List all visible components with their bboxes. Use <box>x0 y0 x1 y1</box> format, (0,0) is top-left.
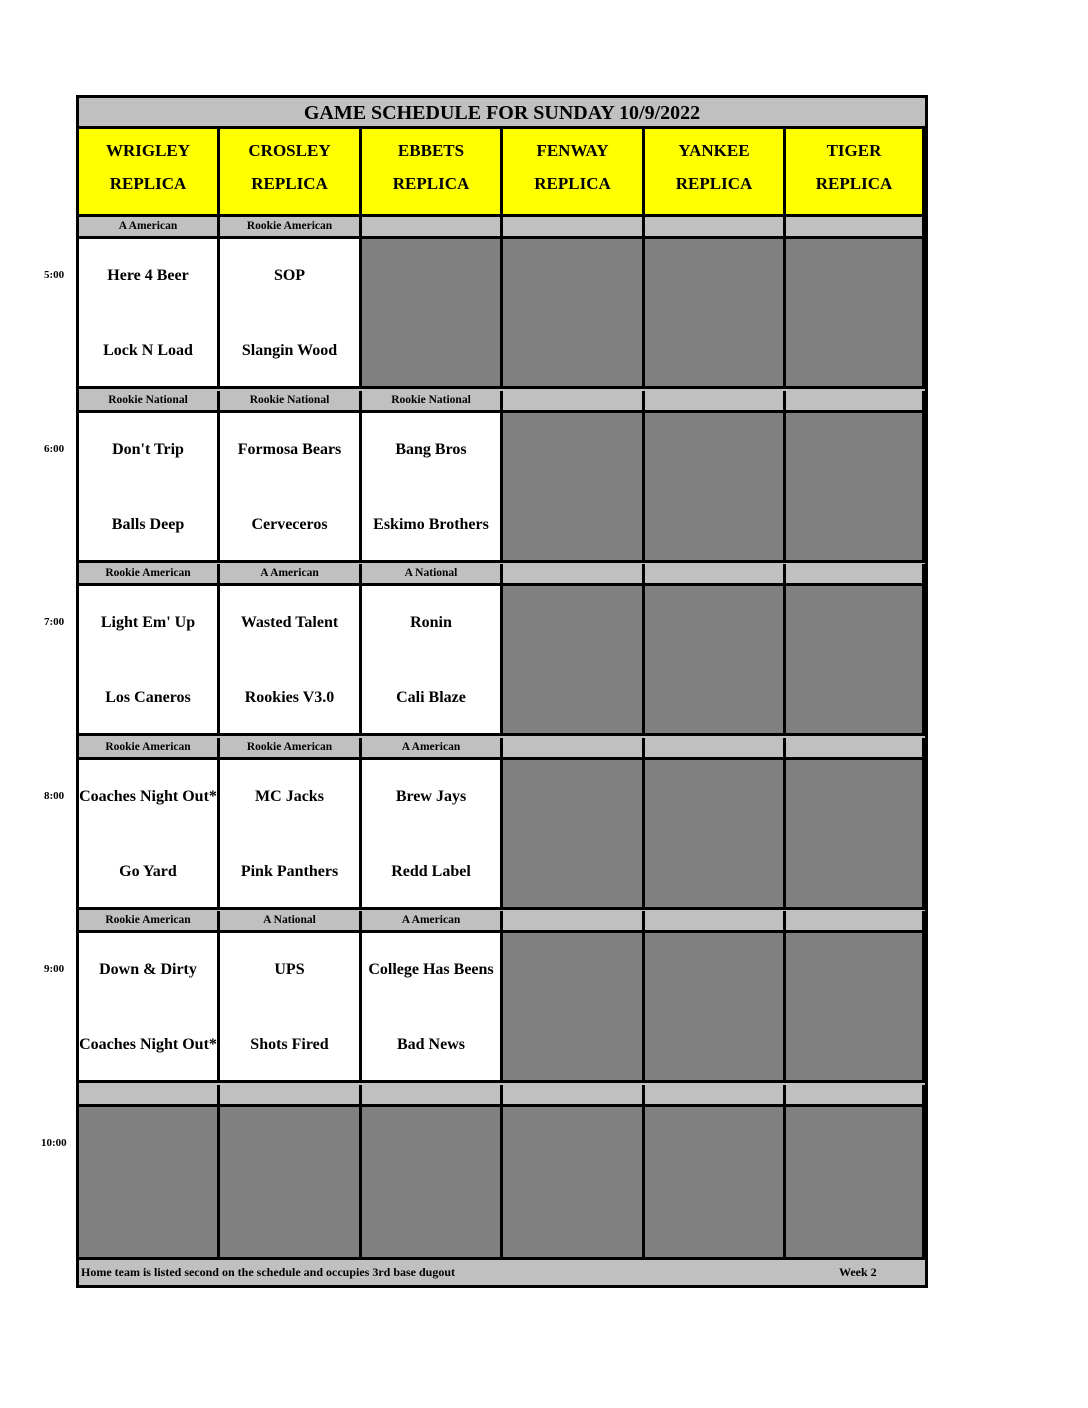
league-label <box>362 1085 503 1107</box>
venue-header <box>645 129 786 217</box>
league-label <box>503 391 645 413</box>
home-team: Cerveceros <box>251 516 328 533</box>
game-cell <box>220 413 362 563</box>
time-label: 9:00 <box>44 963 65 975</box>
game-cell <box>362 586 503 736</box>
empty-cell <box>786 586 925 736</box>
game-cell <box>79 586 220 736</box>
away-team: College Has Beens <box>368 961 494 978</box>
venue-subtitle: REPLICA <box>675 174 753 193</box>
game-cell <box>79 239 220 389</box>
league-label <box>645 1085 786 1107</box>
empty-cell <box>503 1107 645 1260</box>
league-label: Rookie American <box>79 738 220 760</box>
away-team: UPS <box>274 961 305 978</box>
empty-cell <box>786 760 925 910</box>
league-label: Rookie American <box>220 217 362 239</box>
time-label: 5:00 <box>44 269 65 281</box>
home-team: Cali Blaze <box>396 689 466 706</box>
home-team: Los Caneros <box>105 689 191 706</box>
page-title: GAME SCHEDULE FOR SUNDAY 10/9/2022 <box>79 98 925 129</box>
venue-name: WRIGLEY <box>105 141 191 160</box>
venue-subtitle: REPLICA <box>534 174 611 193</box>
empty-cell <box>503 586 645 736</box>
league-label <box>645 217 786 239</box>
home-team: Shots Fired <box>250 1036 329 1053</box>
home-team: Lock N Load <box>103 342 193 359</box>
league-label <box>645 391 786 413</box>
away-team: Brew Jays <box>395 788 467 805</box>
league-label <box>786 391 925 413</box>
venue-header <box>786 129 925 217</box>
venue-subtitle: REPLICA <box>251 174 328 193</box>
game-cell <box>362 760 503 910</box>
league-label <box>786 738 925 760</box>
league-label: A National <box>362 564 503 586</box>
away-team: Here 4 Beer <box>107 267 189 284</box>
empty-cell <box>786 239 925 389</box>
home-team: Rookies V3.0 <box>244 689 335 706</box>
league-label: Rookie National <box>362 391 503 413</box>
away-team: Ronin <box>410 614 452 631</box>
game-cell <box>220 760 362 910</box>
home-team: Redd Label <box>391 863 471 880</box>
league-label <box>786 1085 925 1107</box>
league-label <box>220 1085 362 1107</box>
away-team: Formosa Bears <box>237 441 342 458</box>
away-team: SOP <box>273 267 306 284</box>
empty-cell <box>503 933 645 1083</box>
league-label: Rookie National <box>220 391 362 413</box>
league-label <box>786 217 925 239</box>
time-label: 8:00 <box>44 790 65 802</box>
league-label <box>503 738 645 760</box>
game-cell <box>79 933 220 1083</box>
league-label: A American <box>362 738 503 760</box>
league-label: Rookie American <box>79 911 220 933</box>
empty-cell <box>786 1107 925 1260</box>
league-label: Rookie National <box>79 391 220 413</box>
empty-cell <box>786 413 925 563</box>
league-label: Rookie American <box>79 564 220 586</box>
league-label <box>645 911 786 933</box>
venue-name: CROSLEY <box>248 141 331 160</box>
empty-cell <box>503 760 645 910</box>
league-label: Rookie American <box>220 738 362 760</box>
venue-header <box>79 129 220 217</box>
venue-subtitle: REPLICA <box>392 174 470 193</box>
away-team: Bang Bros <box>395 441 467 458</box>
empty-cell <box>362 1107 503 1260</box>
venue-header <box>503 129 645 217</box>
empty-cell <box>645 586 786 736</box>
league-label <box>645 564 786 586</box>
game-cell <box>220 933 362 1083</box>
footer-note: Home team is listed second on the schedule and occupies 3rd base dugout <box>81 1265 456 1279</box>
venue-name: TIGER <box>826 141 882 160</box>
time-label: 7:00 <box>44 616 65 628</box>
empty-cell <box>786 933 925 1083</box>
away-team: Down & Dirty <box>99 961 197 978</box>
time-label: 10:00 <box>41 1137 67 1149</box>
league-label <box>503 911 645 933</box>
league-label: A American <box>220 564 362 586</box>
league-label <box>786 564 925 586</box>
league-label: A National <box>220 911 362 933</box>
away-team: Wasted Talent <box>240 614 339 631</box>
venue-name: FENWAY <box>536 141 609 160</box>
league-label <box>503 564 645 586</box>
empty-cell <box>503 413 645 563</box>
home-team: Pink Panthers <box>240 863 339 880</box>
empty-cell <box>645 413 786 563</box>
league-label: A American <box>79 217 220 239</box>
week-label: Week 2 <box>839 1265 877 1279</box>
league-label <box>645 738 786 760</box>
empty-cell <box>645 933 786 1083</box>
home-team: Go Yard <box>119 863 177 880</box>
league-label <box>79 1085 220 1107</box>
game-cell <box>362 413 503 563</box>
home-team: Coaches Night Out* <box>79 1036 217 1053</box>
home-team: Bad News <box>396 1036 465 1053</box>
away-team: Coaches Night Out* <box>79 788 217 805</box>
venue-name: EBBETS <box>397 141 465 160</box>
venue-header <box>362 129 503 217</box>
empty-cell <box>645 760 786 910</box>
league-label <box>503 217 645 239</box>
empty-cell <box>362 239 503 389</box>
game-cell <box>79 760 220 910</box>
game-cell <box>220 586 362 736</box>
empty-cell <box>220 1107 362 1260</box>
venue-subtitle: REPLICA <box>109 174 187 193</box>
schedule-table <box>76 95 928 1288</box>
game-cell <box>362 933 503 1083</box>
empty-cell <box>503 239 645 389</box>
home-team: Balls Deep <box>111 516 185 533</box>
league-label <box>503 1085 645 1107</box>
away-team: Don't Trip <box>112 441 184 458</box>
home-team: Eskimo Brothers <box>373 516 489 533</box>
league-label <box>362 217 503 239</box>
empty-cell <box>645 239 786 389</box>
venue-header <box>220 129 362 217</box>
league-label: A American <box>362 911 503 933</box>
venue-subtitle: REPLICA <box>815 174 893 193</box>
home-team: Slangin Wood <box>241 342 338 359</box>
game-cell <box>220 239 362 389</box>
empty-cell <box>79 1107 220 1260</box>
away-team: Light Em' Up <box>100 614 196 631</box>
footer-bar <box>79 1260 925 1285</box>
league-label <box>786 911 925 933</box>
game-cell <box>79 413 220 563</box>
away-team: MC Jacks <box>255 788 324 805</box>
time-label: 6:00 <box>44 443 65 455</box>
empty-cell <box>645 1107 786 1260</box>
venue-name: YANKEE <box>678 141 750 160</box>
